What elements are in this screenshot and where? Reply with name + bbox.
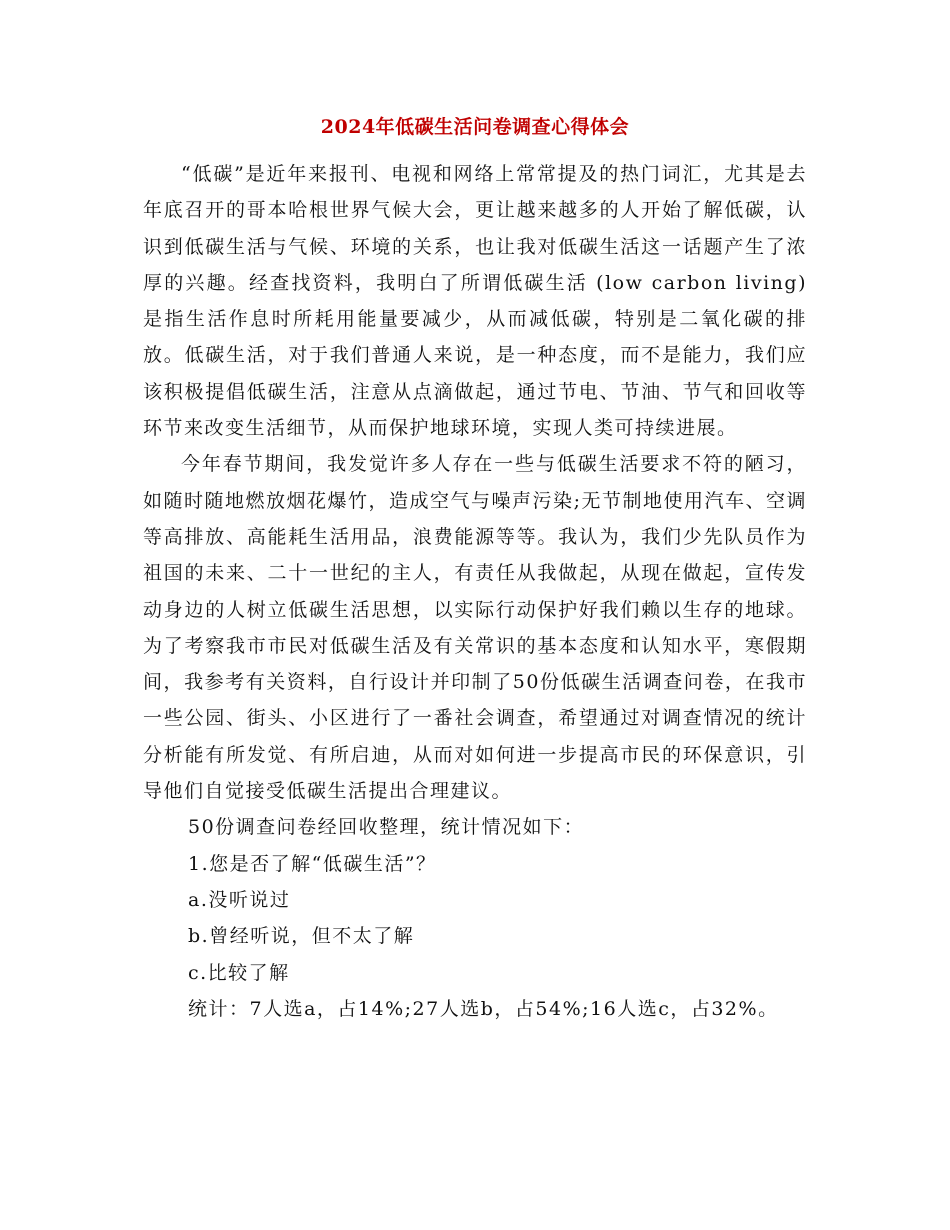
survey-summary-line: 50份调查问卷经回收整理，统计情况如下： bbox=[188, 816, 585, 839]
statistics-line: 统计：7人选a，占14%;27人选b，占54%;16人选c，占32%。 bbox=[188, 997, 779, 1020]
option-c: c.比较了解 bbox=[188, 961, 290, 984]
paragraph-survey-background: 今年春节期间，我发觉许多人存在一些与低碳生活要求不符的陋习，如随时随地燃放烟花爆竹，造成空气与噪声污染;无节制地使用汽车、空调等高排放、高能耗生活用品，浪费能源等等。我认为，我们少先队员作为祖国的未来、二十一世纪的主人，有责任从我做起，从现在做起，宣传发动身边的人树立低碳生活思想，以实际行动保护好我们赖以生存的地球。为了考察我市市民对低碳生活及有关常识的基本态度和认知水平，寒假期间，我参考有关资料，自行设计并印制了50份低碳生活调查问卷，在我市一些公园、街头、小区进行了一番社会调查，希望通过对调查情况的统计分析能有所发觉、有所启迪，从而对如何进一步提高市民的环保意识，引导他们自觉接受低碳生活提出合理建议。 bbox=[143, 453, 807, 803]
question-1: 1.您是否了解“低碳生活”？ bbox=[188, 852, 437, 875]
option-b: b.曾经听说，但不太了解 bbox=[188, 925, 415, 948]
document-title: 2024年低碳生活问卷调查心得体会 bbox=[320, 116, 630, 138]
paragraph-intro: “低碳”是近年来报刊、电视和网络上常常提及的热门词汇，尤其是去年底召开的哥本哈根世界气候大会，更让越来越多的人开始了解低碳，认识到低碳生活与气候、环境的关系，也让我对低碳生活这一话题产生了浓厚的兴趣。经查找资料，我明白了所谓低碳生活 (low carbon living)是指生活作息时所耗用能量要减少，从而减低碳，特别是二氧化碳的排放。低碳生活，对于我们普通人来说，是一种态度，而不是能力，我们应该积极提倡低碳生活，注意从点滴做起，通过节电、节油、节气和回收等环节来改变生活细节，从而保护地球环境，实现人类可持续进展。 bbox=[143, 163, 807, 440]
document-body bbox=[143, 156, 807, 1027]
option-a: a.没听说过 bbox=[188, 888, 291, 911]
